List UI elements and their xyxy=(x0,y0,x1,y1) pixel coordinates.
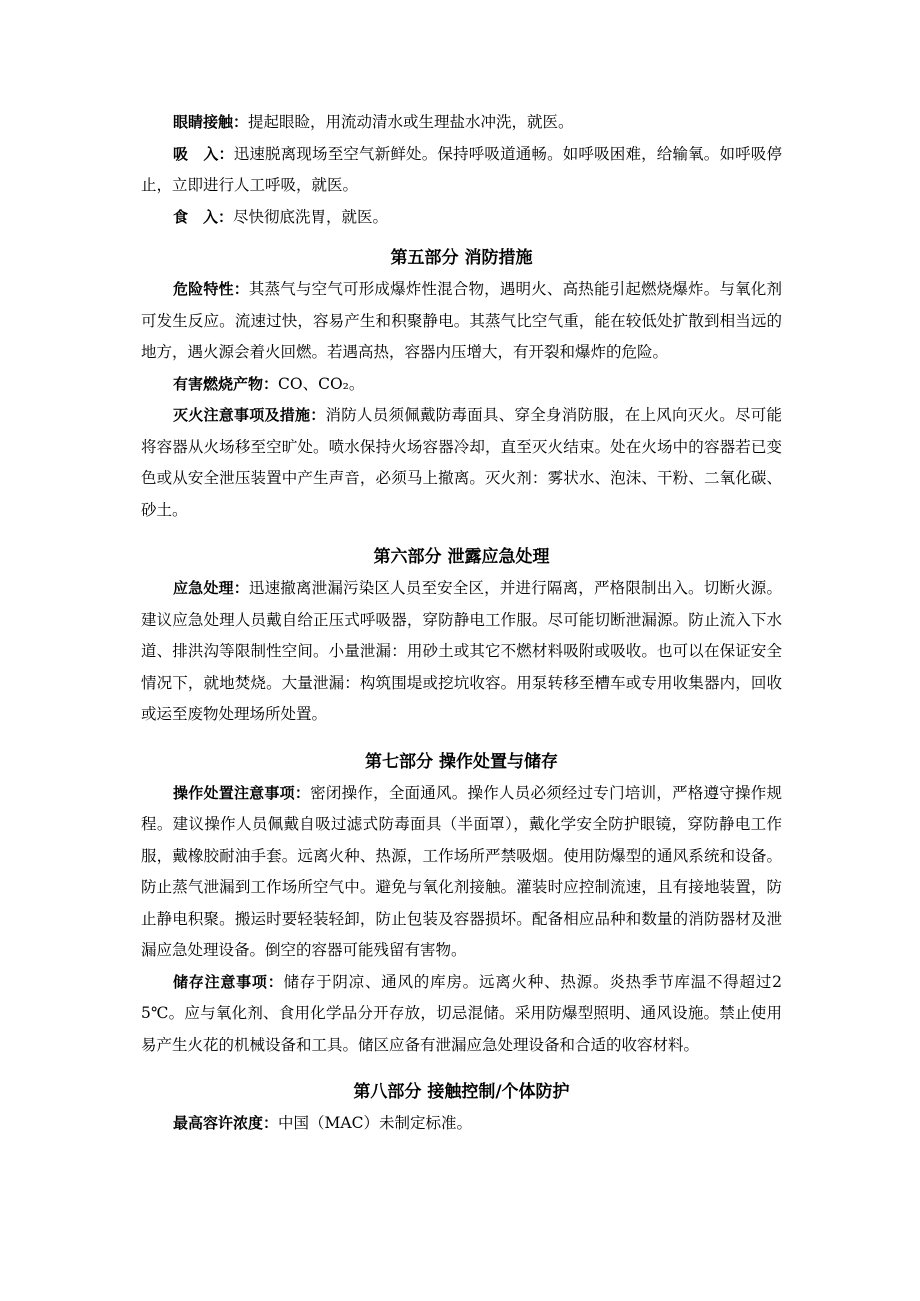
section-title-part8: 第八部分 接触控制/个体防护 xyxy=(353,1082,570,1102)
section-title-part5: 第五部分 消防措施 xyxy=(390,248,533,268)
part5-extinguishing xyxy=(141,400,782,526)
hazard-text: 其蒸气与空气可形成爆炸性混合物，遇明火、高热能引起燃烧爆炸。与氧化剂可发生反应。流速过快，容易产生和积聚静电。其蒸气比空气重，能在较低处扩散到相当远的地方，遇火源会着火回燃。若遇高热，容器内压增大，有开裂和爆炸的危险。 xyxy=(141,280,782,361)
emergency-text: 迅速撤离泄漏污染区人员至安全区，并进行隔离，严格限制出入。切断火源。建议应急处理人员戴自给正压式呼吸器，穿防静电工作服。尽可能切断泄漏源。防止流入下水道、排洪沟等限制性空间。小量泄漏：用砂土或其它不燃材料吸附或吸收。也可以在保证安全情况下，就地焚烧。大量泄漏：构筑围堤或挖坑收容。用泵转移至槽车或专用收集器内，回收或运至废物处理场所处置。 xyxy=(141,579,782,723)
part8-mac xyxy=(141,1108,782,1140)
extinguishing-text: 消防人员须佩戴防毒面具、穿全身消防服，在上风向灭火。尽可能将容器从火场移至空旷处。喷水保持火场容器冷却，直至灭火结束。处在火场中的容器若已变色或从安全泄压装置中产生声音，必须马上撤离。灭火剂：雾状水、泡沫、干粉、二氧化碳、砂土。 xyxy=(141,406,782,519)
ingestion-text: 尽快彻底洗胃，就医。 xyxy=(233,207,389,226)
inhalation-label: 吸 入： xyxy=(173,144,234,163)
part5-hazard xyxy=(141,274,782,369)
combustion-products-text: CO、CO₂。 xyxy=(278,374,365,393)
handling-label: 操作处置注意事项： xyxy=(173,783,311,802)
eye-contact-text: 提起眼睑，用流动清水或生理盐水冲洗，就医。 xyxy=(248,113,574,131)
handling-text: 密闭操作，全面通风。操作人员必须经过专门培训，严格遵守操作规程。建议操作人员佩戴自吸过滤式防毒面具（半面罩），戴化学安全防护眼镜，穿防静电工作服，戴橡胶耐油手套。远离火种、热源，工作场所严禁吸烟。使用防爆型的通风系统和设备。防止蒸气泄漏到工作场所空气中。避免与氧化剂接触。灌装时应控制流速，且有接地装置，防止静电积聚。搬运时要轻装轻卸，防止包装及容器损坏。配备相应品种和数量的消防器材及泄漏应急处理设备。倒空的容器可能残留有害物。 xyxy=(141,783,782,959)
document-content xyxy=(141,107,782,1140)
inhalation-text: 迅速脱离现场至空气新鲜处。保持呼吸道通畅。如呼吸困难，给输氧。如呼吸停止，立即进行人工呼吸，就医。 xyxy=(141,144,782,194)
extinguishing-label: 灭火注意事项及措施： xyxy=(173,406,326,424)
storage-label: 储存注意事项： xyxy=(173,972,284,991)
storage-text: 储存于阴凉、通风的库房。远离火种、热源。炎热季节库温不得超过25℃。应与氧化剂、食用化学品分开存放，切忌混储。采用防爆型照明、通风设施。禁止使用易产生火花的机械设备和工具。储区应备有泄漏应急处理设备和合适的收容材料。 xyxy=(141,972,782,1054)
first-aid-ingestion xyxy=(141,202,782,234)
mac-text: 中国（MAC）未制定标准。 xyxy=(278,1114,472,1132)
first-aid-inhalation xyxy=(141,139,782,202)
combustion-products-label: 有害燃烧产物： xyxy=(173,374,279,393)
part6-emergency xyxy=(141,573,782,731)
section-title-part6: 第六部分 泄露应急处理 xyxy=(373,547,550,567)
eye-contact-label: 眼睛接触： xyxy=(173,113,249,131)
ingestion-label: 食 入： xyxy=(173,207,234,226)
part5-combustion-products xyxy=(141,369,782,401)
part7-handling xyxy=(141,778,782,967)
hazard-label: 危险特性： xyxy=(173,280,249,298)
part7-storage xyxy=(141,967,782,1062)
emergency-label: 应急处理： xyxy=(173,579,249,597)
first-aid-eye-contact xyxy=(141,107,782,139)
mac-label: 最高容许浓度： xyxy=(173,1114,279,1132)
section-title-part7: 第七部分 操作处置与储存 xyxy=(365,751,558,772)
